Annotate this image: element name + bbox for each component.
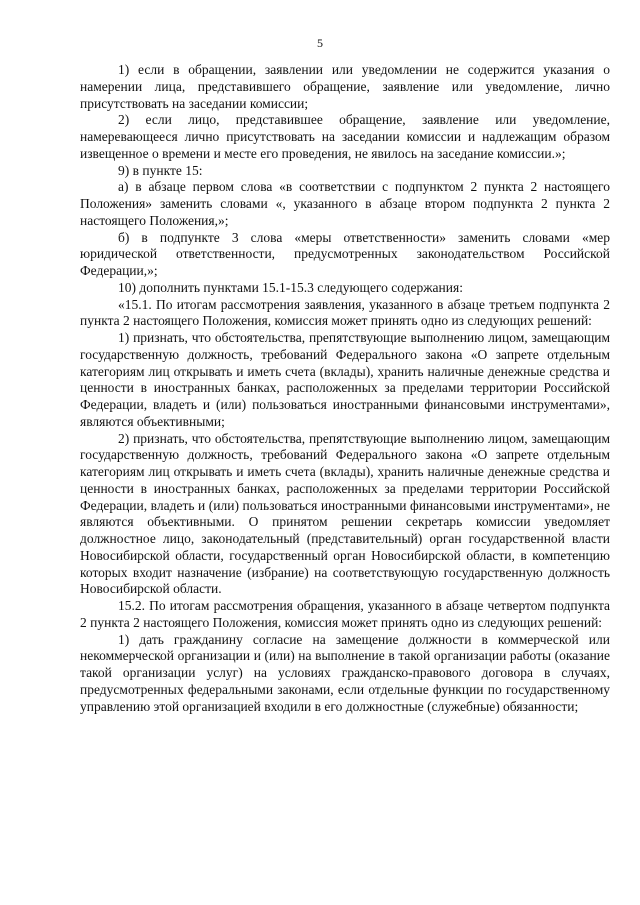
paragraph-clause-2: 2) если лицо, представившее обращение, заявление или уведомление, намеревающееся лично присутствовать на заседании комиссии и надлежащим образом извещенное о времени и месте его проведения, не явилось на заседание комиссии.»;	[80, 112, 610, 161]
paragraph-item-10: 10) дополнить пунктами 15.1-15.3 следующего содержания:	[118, 279, 463, 295]
paragraph-item-9: 9) в пункте 15:	[118, 162, 203, 178]
paragraph-clause-1: 1) если в обращении, заявлении или уведомлении не содержится указания о намерении лица, представившего обращение, заявление или уведомление, лично присутствовать на заседании комиссии;	[80, 62, 610, 111]
paragraph-15-1: «15.1. По итогам рассмотрения заявления, указанного в абзаце третьем подпункта 2 пункта 2 настоящего Положения, комиссия может принять одно из следующих решений:	[80, 296, 610, 329]
paragraph-15-1-decision-2: 2) признать, что обстоятельства, препятствующие выполнению лицом, замещающим государственную должность, требований Федерального закона «О запрете отдельным категориям лиц открывать и иметь счета (вклады), хранить наличные денежные средства и ценности в иностранных банках, расположенных за пределами территории Российской Федерации, владеть и (или) пользоваться иностранными финансовыми инструментами», не являются объективными. О принятом решении секретарь комиссии уведомляет должностное лицо, законодательный (представительный) орган государственной власти Новосибирской области, государственный орган Новосибирской области, в компетенцию которых входит назначение (избрание) на соответствующую государственную должность Новосибирской области.	[80, 430, 610, 597]
paragraph-item-9b: б) в подпункте 3 слова «меры ответственности» заменить словами «мер юридической ответственности, предусмотренных законодательством Российской Федерации,»;	[80, 229, 610, 278]
document-body	[80, 62, 610, 715]
paragraph-item-9a: а) в абзаце первом слова «в соответствии с подпунктом 2 пункта 2 настоящего Положения» заменить словами «, указанного в абзаце втором подпункта 2 пункта 2 настоящего Положения,»;	[80, 179, 610, 228]
page-number: 5	[317, 36, 323, 50]
paragraph-15-2: 15.2. По итогам рассмотрения обращения, указанного в абзаце четвертом подпункта 2 пункта 2 настоящего Положения, комиссия может принять одно из следующих решений:	[80, 598, 610, 630]
paragraph-15-1-decision-1: 1) признать, что обстоятельства, препятствующие выполнению лицом, замещающим государственную должность, требований Федерального закона «О запрете отдельным категориям лиц открывать и иметь счета (вклады), хранить наличные денежные средства и ценности в иностранных банках, расположенных за пределами территории Российской Федерации, владеть и (или) пользоваться иностранными финансовыми инструментами», являются объективными;	[80, 330, 610, 429]
paragraph-15-2-decision-1: 1) дать гражданину согласие на замещение должности в коммерческой или некоммерческой организации и (или) на выполнение в такой организации работы (оказание такой организации услуг) на условиях гражданско-правового договора в случаях, предусмотренных федеральными законами, если отдельные функции по государственному управлению этой организацией входили в его должностные (служебные) обязанности;	[80, 631, 610, 714]
